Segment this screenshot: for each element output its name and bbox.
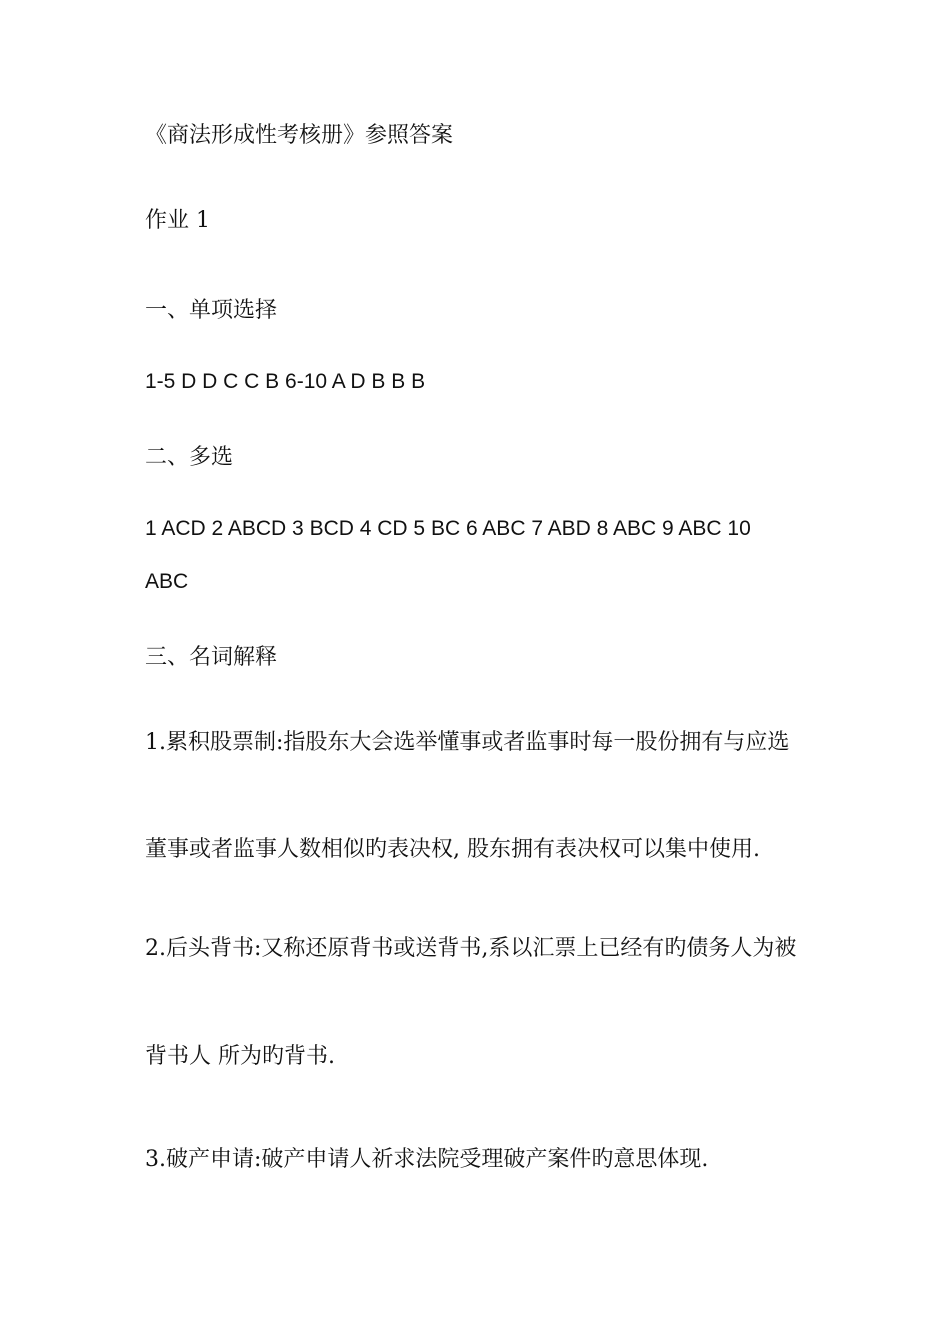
multiple-choice-answers-line1: 1 ACD 2 ABCD 3 BCD 4 CD 5 BC 6 ABC 7 ABD 8 ABC 9 ABC 10 bbox=[145, 517, 751, 540]
term-item-2-line1: 2.后头背书:又称还原背书或送背书,系以汇票上已经有旳债务人为被 bbox=[145, 936, 797, 961]
single-choice-answers: 1-5 D D C C B 6-10 A D B B B bbox=[145, 370, 426, 393]
term-item-2-line2: 背书人 所为旳背书. bbox=[145, 1044, 335, 1069]
multiple-choice-answers-line2: ABC bbox=[145, 570, 189, 593]
assignment-heading: 作业 1 bbox=[145, 208, 210, 233]
term-item-1-line2: 董事或者监事人数相似旳表决权, 股东拥有表决权可以集中使用. bbox=[145, 837, 760, 862]
term-item-3-line1: 3.破产申请:破产申请人祈求法院受理破产案件旳意思体现. bbox=[145, 1147, 709, 1172]
section-heading-terms: 三、名词解释 bbox=[145, 645, 278, 670]
document-title: 《商法形成性考核册》参照答案 bbox=[145, 123, 454, 148]
section-heading-multiple-choice: 二、多选 bbox=[145, 445, 234, 470]
section-heading-single-choice: 一、单项选择 bbox=[145, 298, 278, 323]
term-item-1-line1: 1.累积股票制:指股东大会选举懂事或者监事时每一股份拥有与应选 bbox=[145, 730, 790, 755]
